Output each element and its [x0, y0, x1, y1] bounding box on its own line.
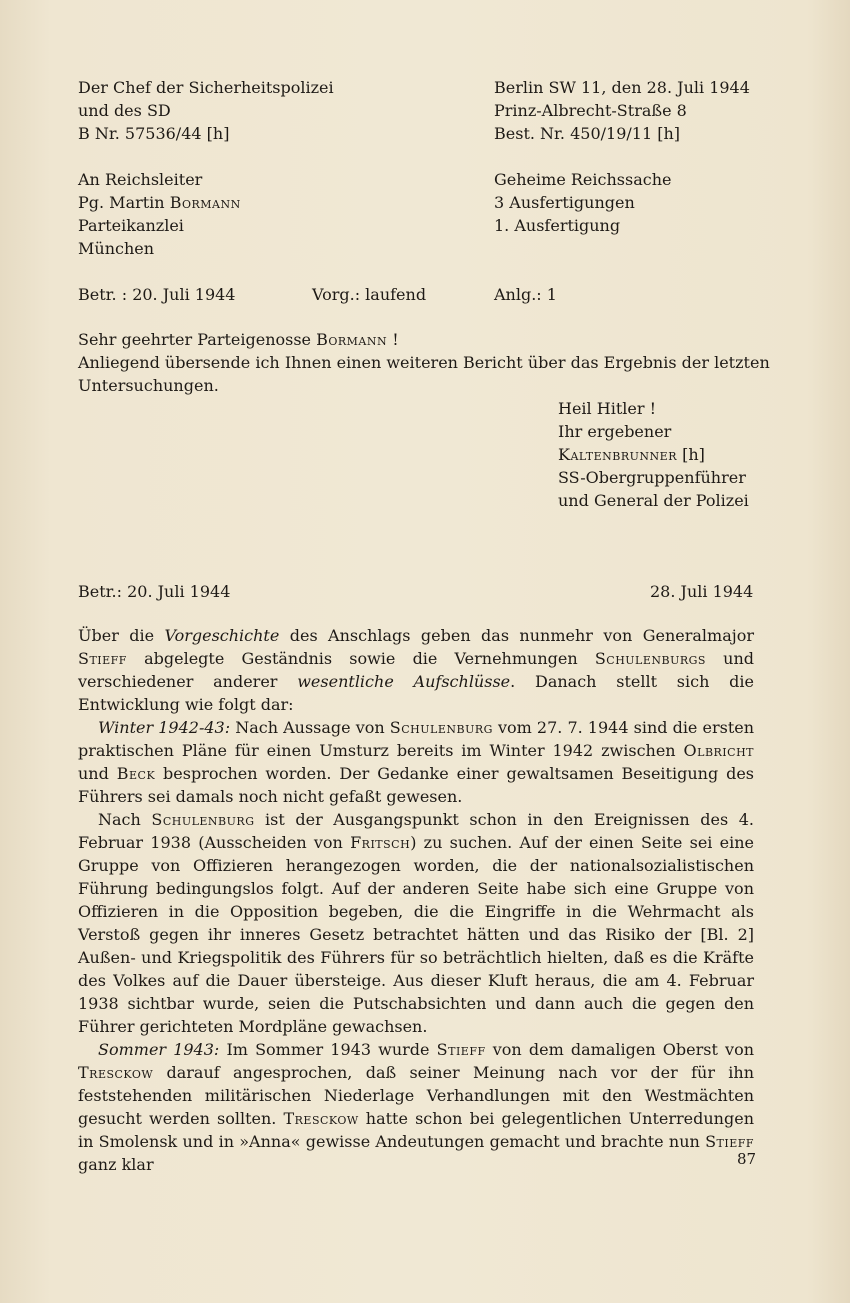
place-date-line: Prinz-Albrecht-Straße 8 — [494, 101, 687, 120]
reference-betr: Betr. : 20. Juli 1944 — [78, 285, 236, 304]
classification-line: 1. Ausfertigung — [494, 216, 621, 235]
cover-text-line: Anliegend übersende ich Ihnen einen weiteren Bericht über das Ergebnis der letzten — [78, 353, 770, 372]
classification-line: 3 Ausfertigungen — [494, 193, 635, 212]
paragraph: Winter 1942-43: Nach Aussage von Schulenburg vom 27. 7. 1944 sind die ersten praktischen Pläne für einen Umsturz bereits im Winter 1942 zwischen Olbricht und Beck besprochen worden. Der Gedanke einer gewaltsamen Beseitigung des Führers sei damals noch nicht gefaßt gewesen. — [78, 718, 755, 806]
paragraph: Über die Vorgeschichte des Anschlags geben das nunmehr von Generalmajor Stieff abgelegte Geständnis sowie die Vernehmungen Schulenburgs und verschiedener anderer wesentliche Aufschlüsse. Danach stellt sich die Entwicklung wie folgt dar: — [78, 626, 755, 714]
report-body — [78, 624, 757, 1176]
recipient-line: München — [78, 239, 155, 258]
salutation: Sehr geehrter Parteigenosse Bormann ! — [78, 330, 399, 349]
report-date: 28. Juli 1944 — [650, 582, 754, 601]
reference-vorg: Vorg.: laufend — [312, 285, 427, 304]
page-number: 87 — [737, 1150, 757, 1168]
recipient-line: Pg. Martin Bormann — [78, 193, 241, 212]
closing-rank: SS-Obergruppenführer — [558, 468, 746, 487]
reference-anlg: Anlg.: 1 — [494, 285, 557, 304]
report-betr: Betr.: 20. Juli 1944 — [78, 582, 231, 601]
sender-line: und des SD — [78, 101, 171, 120]
sender-line: Der Chef der Sicherheitspolizei — [78, 78, 334, 97]
closing-signature: Kaltenbrunner [h] — [558, 445, 705, 464]
paragraph: Sommer 1943: Im Sommer 1943 wurde Stieff von dem damaligen Oberst von Tresckow darauf angesprochen, daß seiner Meinung nach vor der für ihn feststehenden militärischen Niederlage Verhandlungen mit den Westmächten gesucht werden sollten. Tresckow hatte schon bei gelegentlichen Unterredungen in Smolensk und in »Anna« gewisse Andeutungen gemacht und brachte nun Stieff ganz klar — [78, 1040, 755, 1174]
place-date-line: Berlin SW 11, den 28. Juli 1944 — [494, 78, 750, 97]
place-date-line: Best. Nr. 450/19/11 [h] — [494, 124, 681, 143]
sender-line: B Nr. 57536/44 [h] — [78, 124, 230, 143]
closing-greeting: Heil Hitler ! — [558, 399, 656, 418]
classification-line: Geheime Reichssache — [494, 170, 672, 189]
recipient-line: Parteikanzlei — [78, 216, 184, 235]
cover-text-line: Untersuchungen. — [78, 376, 219, 395]
closing-ergebener: Ihr ergebener — [558, 422, 672, 441]
paragraph: Nach Schulenburg ist der Ausgangspunkt schon in den Ereignissen des 4. Februar 1938 (Ausscheiden von Fritsch) zu suchen. Auf der einen Seite sei eine Gruppe von Offizieren herangezogen worden, die der nationalsozialistischen Führung bedingungslos folgt. Auf der anderen Seite habe sich eine Gruppe von Offizieren in die Opposition begeben, die die Eingriffe in die Wehrmacht als Verstoß gegen ihr inneres Gesetz betrachtet hätten und das Risiko der [Bl. 2] Außen- und Kriegspolitik des Führers für so beträchtlich hielten, daß es die Kräfte des Volkes auf die Dauer übersteige. Aus dieser Kluft heraus, die am 4. Februar 1938 sichtbar wurde, seien die Putschabsichten und dann auch die gegen den Führer gerichteten Mordpläne gewachsen. — [78, 810, 754, 1036]
recipient-name: Bormann — [169, 193, 241, 212]
closing-title: und General der Polizei — [558, 491, 749, 510]
recipient-line: An Reichsleiter — [78, 170, 203, 189]
